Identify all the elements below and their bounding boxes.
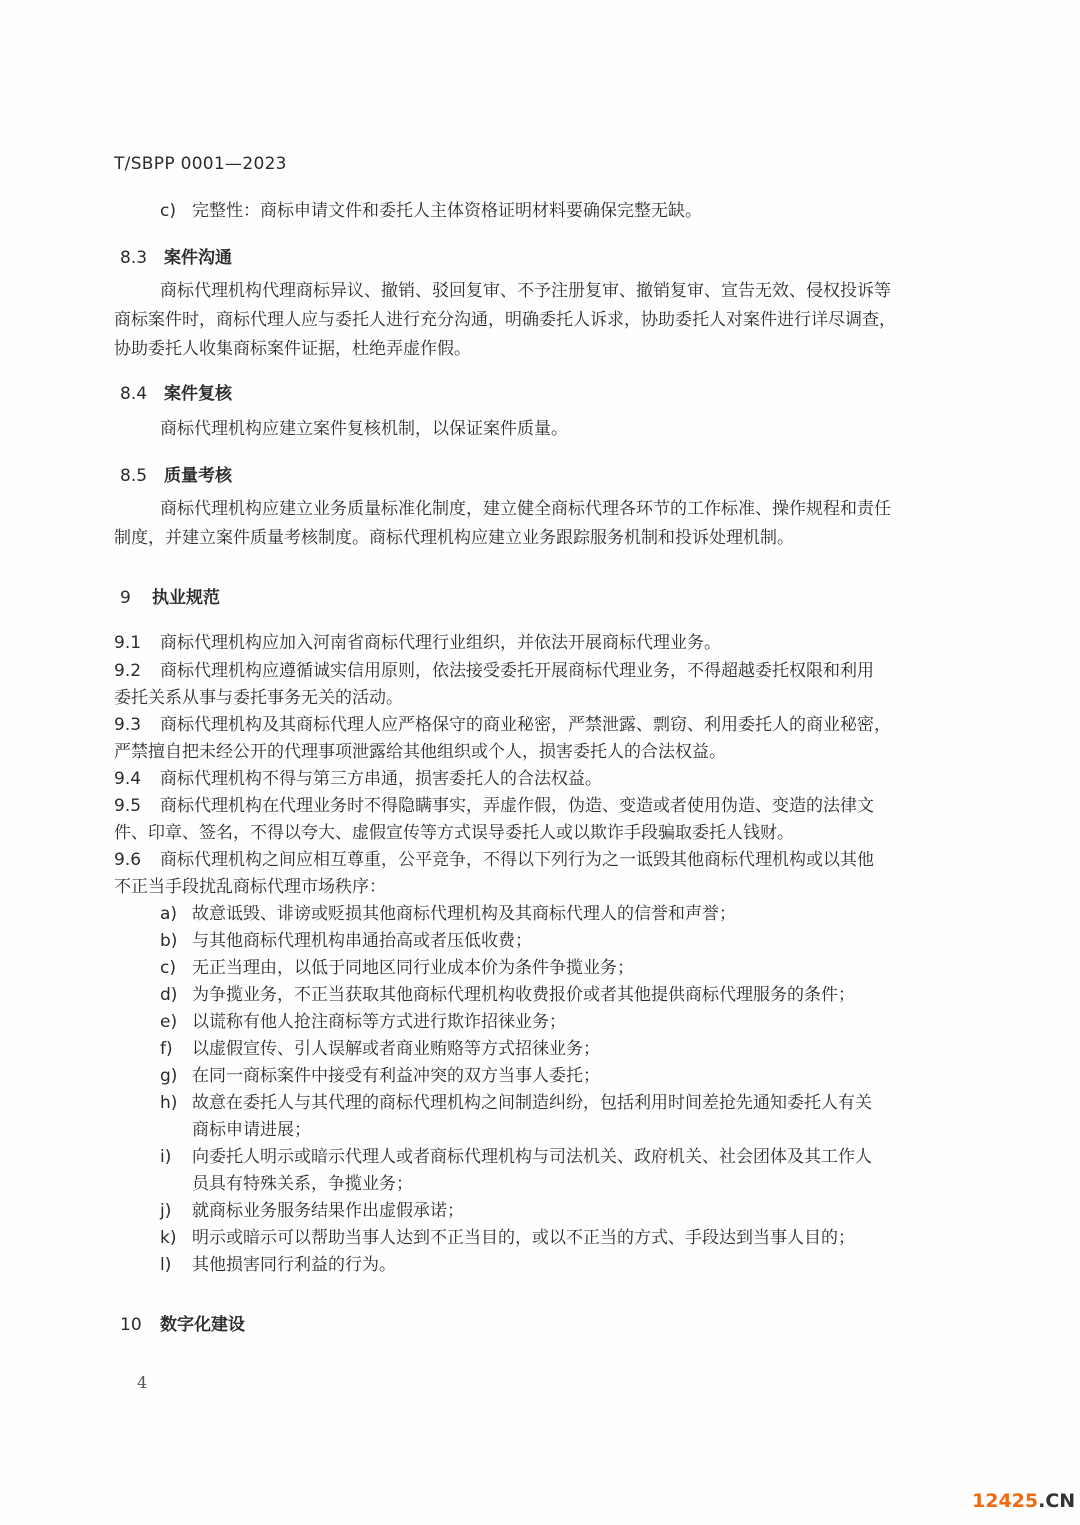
list-item-label: f) bbox=[160, 1039, 173, 1059]
section-heading-9 bbox=[120, 583, 220, 608]
clause-text: 商标代理机构在代理业务时不得隐瞒事实，弄虚作假，伪造、变造或者使用伪造、变造的法律文 bbox=[160, 796, 874, 816]
section-heading-8-4 bbox=[120, 379, 232, 404]
list-item-label: j) bbox=[160, 1201, 172, 1221]
paragraph-line: 商标代理机构应建立业务质量标准化制度，建立健全商标代理各环节的工作标准、操作规程和责任 bbox=[160, 499, 891, 519]
clause-number: 9.6 bbox=[114, 850, 142, 870]
paragraph-line: 商标案件时，商标代理人应与委托人进行充分沟通，明确委托人诉求，协助委托人对案件进行详尽调查， bbox=[114, 310, 896, 330]
clause-text-continued: 件、印章、签名，不得以夸大、虚假宣传等方式误导委托人或以欺诈手段骗取委托人钱财。 bbox=[114, 823, 794, 843]
clause-9-1 bbox=[114, 633, 721, 653]
watermark-logo bbox=[972, 1490, 1075, 1512]
section-title: 数字化建设 bbox=[160, 1315, 245, 1335]
list-item-label: l) bbox=[160, 1255, 172, 1275]
clause-9-6 bbox=[114, 850, 874, 870]
clause-text-continued: 委托关系从事与委托事务无关的活动。 bbox=[114, 688, 403, 708]
list-item-text: 完整性：商标申请文件和委托人主体资格证明材料要确保完整无缺。 bbox=[192, 201, 702, 221]
list-item-k bbox=[160, 1228, 855, 1248]
list-item-d bbox=[160, 985, 855, 1005]
section-title: 案件复核 bbox=[164, 384, 232, 404]
list-item-text: 无正当理由，以低于同地区同行业成本价为条件争揽业务； bbox=[192, 958, 634, 978]
list-item-label: b) bbox=[160, 931, 178, 951]
list-item-text: 向委托人明示或暗示代理人或者商标代理机构与司法机关、政府机关、社会团体及其工作人 bbox=[192, 1147, 872, 1167]
clause-text: 商标代理机构及其商标代理人应严格保守的商业秘密，严禁泄露、剽窃、利用委托人的商业秘密， bbox=[160, 715, 891, 735]
clause-number: 9.4 bbox=[114, 769, 142, 789]
page-number: 4 bbox=[137, 1373, 148, 1392]
list-item-text-continued: 员具有特殊关系，争揽业务； bbox=[192, 1174, 413, 1194]
section-number: 9 bbox=[120, 588, 131, 608]
clause-9-4 bbox=[114, 769, 602, 789]
clause-number: 9.5 bbox=[114, 796, 142, 816]
list-item-c bbox=[160, 958, 634, 978]
document-code: T/SBPP 0001—2023 bbox=[114, 154, 287, 174]
list-item-text: 就商标业务服务结果作出虚假承诺； bbox=[192, 1201, 464, 1221]
list-item-h bbox=[160, 1093, 872, 1113]
section-number: 8.3 bbox=[120, 248, 148, 268]
paragraph-line: 制度，并建立案件质量考核制度。商标代理机构应建立业务跟踪服务机制和投诉处理机制。 bbox=[114, 528, 794, 548]
clause-text: 商标代理机构之间应相互尊重，公平竞争，不得以下列行为之一诋毁其他商标代理机构或以其他 bbox=[160, 850, 874, 870]
list-item-text: 在同一商标案件中接受有利益冲突的双方当事人委托； bbox=[192, 1066, 600, 1086]
clause-9-5 bbox=[114, 796, 874, 816]
list-item-label: a) bbox=[160, 904, 178, 924]
clause-9-2 bbox=[114, 661, 874, 681]
list-item-text: 以谎称有他人抢注商标等方式进行欺诈招徕业务； bbox=[192, 1012, 566, 1032]
list-item-label: i) bbox=[160, 1147, 172, 1167]
list-item-e bbox=[160, 1012, 566, 1032]
clause-number: 9.1 bbox=[114, 633, 142, 653]
list-item-label: g) bbox=[160, 1066, 178, 1086]
list-item-g bbox=[160, 1066, 600, 1086]
watermark-number: 12425 bbox=[972, 1490, 1039, 1512]
list-item-label: d) bbox=[160, 985, 178, 1005]
section-heading-10 bbox=[120, 1310, 245, 1335]
clause-text-continued: 不正当手段扰乱商标代理市场秩序： bbox=[114, 877, 386, 897]
section-heading-8-5 bbox=[120, 461, 232, 486]
clause-number: 9.3 bbox=[114, 715, 142, 735]
paragraph-line: 协助委托人收集商标案件证据，杜绝弄虚作假。 bbox=[114, 339, 471, 359]
list-item-a bbox=[160, 904, 736, 924]
clause-9-3 bbox=[114, 715, 891, 735]
clause-text: 商标代理机构应遵循诚实信用原则，依法接受委托开展商标代理业务，不得超越委托权限和利用 bbox=[160, 661, 874, 681]
section-title: 案件沟通 bbox=[164, 248, 232, 268]
list-item-text: 明示或暗示可以帮助当事人达到不正当目的，或以不正当的方式、手段达到当事人目的； bbox=[192, 1228, 855, 1248]
watermark-domain: .CN bbox=[1038, 1490, 1076, 1512]
section-number: 10 bbox=[120, 1315, 142, 1335]
clause-text: 商标代理机构应加入河南省商标代理行业组织，并依法开展商标代理业务。 bbox=[160, 633, 721, 653]
section-title: 质量考核 bbox=[164, 466, 232, 486]
list-item-label: e) bbox=[160, 1012, 178, 1032]
list-item-text: 故意在委托人与其代理的商标代理机构之间制造纠纷，包括利用时间差抢先通知委托人有关 bbox=[192, 1093, 872, 1113]
list-item-text: 以虚假宣传、引人误解或者商业贿赂等方式招徕业务； bbox=[192, 1039, 600, 1059]
list-item-j bbox=[160, 1201, 464, 1221]
list-item-text: 与其他商标代理机构串通抬高或者压低收费； bbox=[192, 931, 532, 951]
section-number: 8.5 bbox=[120, 466, 148, 486]
clause-number: 9.2 bbox=[114, 661, 142, 681]
list-item-label: h) bbox=[160, 1093, 178, 1113]
list-item-i bbox=[160, 1147, 872, 1167]
list-item-text: 为争揽业务，不正当获取其他商标代理机构收费报价或者其他提供商标代理服务的条件； bbox=[192, 985, 855, 1005]
list-item-label: c) bbox=[160, 958, 176, 978]
list-item-f bbox=[160, 1039, 600, 1059]
section-number: 8.4 bbox=[120, 384, 148, 404]
list-item-text: 其他损害同行利益的行为。 bbox=[192, 1255, 396, 1275]
list-item-text: 故意诋毁、诽谤或贬损其他商标代理机构及其商标代理人的信誉和声誉； bbox=[192, 904, 736, 924]
list-item-l bbox=[160, 1255, 396, 1275]
section-heading-8-3 bbox=[120, 243, 232, 268]
clause-text-continued: 严禁擅自把未经公开的代理事项泄露给其他组织或个人，损害委托人的合法权益。 bbox=[114, 742, 726, 762]
list-item-label: c) bbox=[160, 201, 176, 221]
paragraph-line: 商标代理机构代理商标异议、撤销、驳回复审、不予注册复审、撤销复审、宣告无效、侵权投诉等 bbox=[160, 281, 891, 301]
list-item-text-continued: 商标申请进展； bbox=[192, 1120, 311, 1140]
clause-text: 商标代理机构不得与第三方串通，损害委托人的合法权益。 bbox=[160, 769, 602, 789]
list-item-c bbox=[160, 201, 702, 221]
section-title: 执业规范 bbox=[152, 588, 220, 608]
paragraph-line: 商标代理机构应建立案件复核机制，以保证案件质量。 bbox=[160, 419, 568, 439]
list-item-b bbox=[160, 931, 532, 951]
list-item-label: k) bbox=[160, 1228, 177, 1248]
